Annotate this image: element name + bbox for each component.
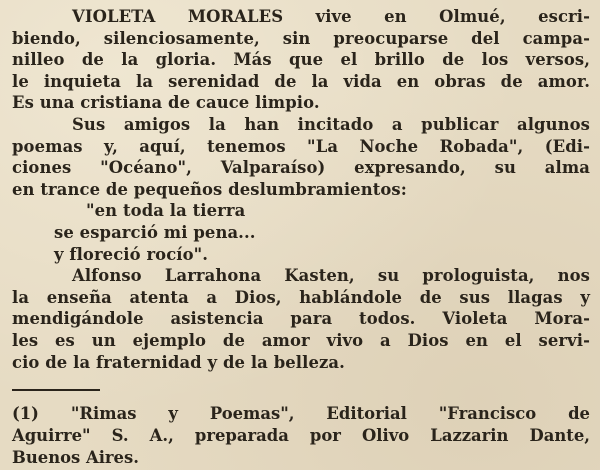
paragraph-1 [12,6,590,114]
footnote-divider [12,389,100,391]
paragraph-3-line-2: la enseña atenta a Dios, hablándole de sus llagas y [12,287,590,307]
poem-quote-line-2: se esparció mi pena... [54,222,256,242]
paragraph-1-line-1: VIOLETA MORALES vive en Olmué, escri- [72,7,590,26]
paragraph-2-line-4: en trance de pequeños deslumbramientos: [12,179,407,199]
poem-quote-line-1: "en toda la tierra [86,201,246,221]
paragraph-1-line-4: le inquieta la serenidad de la vida en obras de amor. [12,71,590,91]
paragraph-1-line-5: Es una cristiana de cauce limpio. [12,93,320,113]
paragraph-3-line-1: Alfonso Larrahona Kasten, su prologuista, nos [72,266,590,286]
paragraph-1-line-3: nilleo de la gloria. Más que el brillo de los versos, [12,50,590,70]
paragraph-3-line-5: cio de la fraternidad y de la belleza. [12,352,345,372]
paragraph-2-line-3: ciones "Océano", Valparaíso) expresando, su alma [12,158,590,178]
poem-quote [12,200,590,265]
footnote [12,403,590,469]
footnote-line-3: Buenos Aires. [12,448,139,468]
paragraph-2-line-1: Sus amigos la han incitado a publicar algunos [72,114,590,134]
footnote-line-2: Aguirre" S. A., preparada por Olivo Lazzarin Dante, [12,426,590,446]
footnote-line-1: (1) "Rimas y Poemas", Editorial "Francisco de [12,404,590,424]
paragraph-3 [12,265,590,373]
paragraph-1-line-2: biendo, silenciosamente, sin preocuparse del campa- [12,28,590,48]
paragraph-2 [12,114,590,200]
paragraph-2-line-2: poemas y, aquí, tenemos "La Noche Robada", (Edi- [12,136,590,156]
poem-quote-line-3: y floreció rocío". [54,244,209,264]
paragraph-3-line-4: les es un ejemplo de amor vivo a Dios en el servi- [12,330,590,350]
paragraph-3-line-3: mendigándole asistencia para todos. Violeta Mora- [12,309,590,329]
